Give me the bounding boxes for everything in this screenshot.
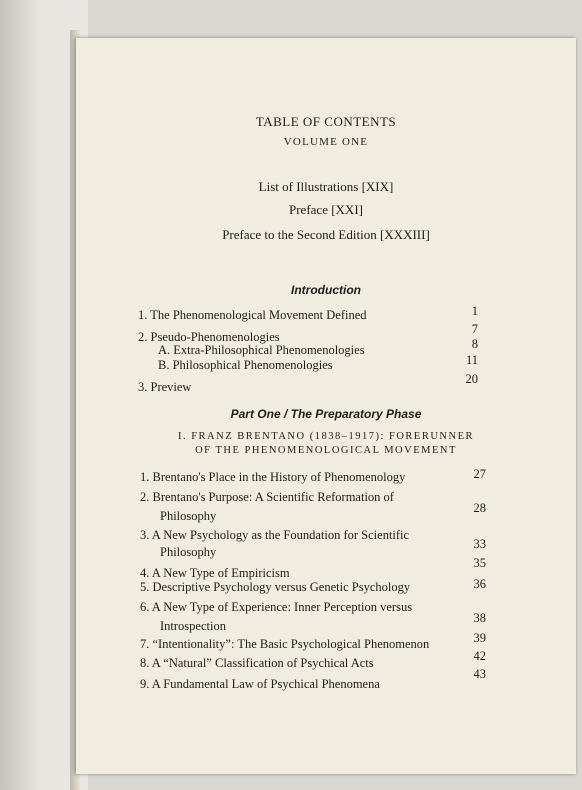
chapter-entry-page: 43 xyxy=(473,667,486,681)
intro-entry-label: 2. Pseudo-Phenomenologies xyxy=(138,330,280,344)
chapter-entry-label: 4. A New Type of Empiricism xyxy=(140,566,290,580)
chapter-heading-line1: I. FRANZ BRENTANO (1838–1917): FORERUNNER xyxy=(177,431,475,442)
chapter-entry-label: 6. A New Type of Experience: Inner Perception versus xyxy=(140,600,413,614)
front-matter-second-preface: Preface to the Second Edition [XXXIII] xyxy=(222,227,430,242)
chapter-entry-label: 2. Brentano's Purpose: A Scientific Reformation of xyxy=(140,490,394,504)
chapter-entry-page: 28 xyxy=(473,501,486,515)
front-matter-preface: Preface [XXI] xyxy=(289,202,363,217)
chapter-entry-label: 1. Brentano's Place in the History of Phenomenology xyxy=(140,470,406,484)
chapter-entry-page: 39 xyxy=(473,631,486,645)
chapter-entry-label: Introspection xyxy=(160,619,226,633)
chapter-entry-label: 9. A Fundamental Law of Psychical Phenomena xyxy=(140,677,380,691)
chapter-entry-page: 38 xyxy=(473,611,486,625)
chapter-entry-label: 8. A “Natural” Classification of Psychical Acts xyxy=(140,656,374,670)
chapter-entry-label: 7. “Intentionality”: The Basic Psychological Phenomenon xyxy=(140,637,430,651)
chapter-entry-page: 27 xyxy=(473,467,486,481)
intro-entry-label: 1. The Phenomenological Movement Defined xyxy=(138,308,367,322)
intro-entry-page: 20 xyxy=(465,372,478,386)
toc-title: TABLE OF CONTENTS xyxy=(255,114,397,129)
intro-entry-label: 3. Preview xyxy=(138,380,192,394)
part-one-heading: Part One / The Preparatory Phase xyxy=(230,407,422,421)
chapter-entry-label: Philosophy xyxy=(160,545,217,559)
book-page xyxy=(76,38,576,774)
chapter-entry-page: 42 xyxy=(473,649,486,663)
intro-entry-page: 7 xyxy=(471,322,478,336)
chapter-entry-label: Philosophy xyxy=(160,509,217,523)
intro-entry-label: A. Extra-Philosophical Phenomenologies xyxy=(158,343,365,357)
front-matter-illustrations: List of Illustrations [XIX] xyxy=(258,179,394,194)
chapter-heading-line2: OF THE PHENOMENOLOGICAL MOVEMENT xyxy=(195,445,457,456)
introduction-heading: Introduction xyxy=(291,283,361,297)
intro-entry-page: 8 xyxy=(471,337,478,351)
chapter-entry-label: 3. A New Psychology as the Foundation for Scientific xyxy=(140,528,410,542)
chapter-entry-page: 36 xyxy=(473,577,486,591)
intro-entry-page: 1 xyxy=(471,304,478,318)
intro-entry-label: B. Philosophical Phenomenologies xyxy=(158,358,333,372)
chapter-entry-label: 5. Descriptive Psychology versus Genetic Psychology xyxy=(140,580,411,594)
volume-label: VOLUME ONE xyxy=(283,136,369,148)
intro-entry-page: 11 xyxy=(465,353,478,367)
chapter-entry-page: 33 xyxy=(473,537,486,551)
chapter-entry-page: 35 xyxy=(473,556,486,570)
